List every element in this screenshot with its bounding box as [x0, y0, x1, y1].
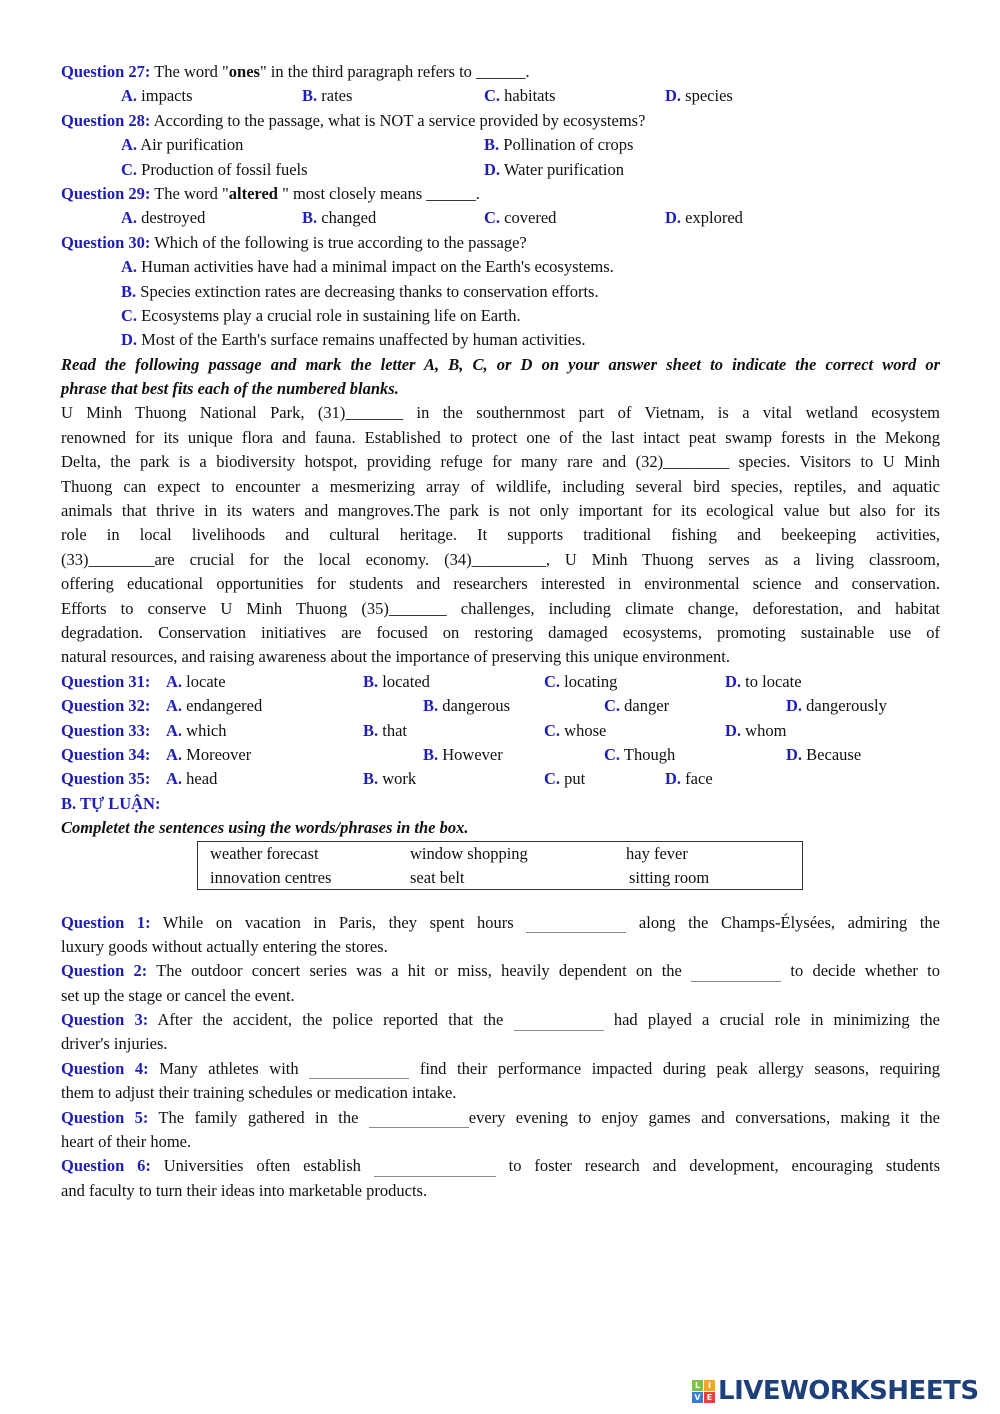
question-31: Question 31: A. locate B. located C. locating D. to locate — [61, 671, 802, 691]
option-d: D. Most of the Earth's surface remains unaffected by human activities. — [121, 330, 586, 350]
passage-line: degradation. Conservation initiatives are focused on restoring damaged ecosystems, promoting sustainable use of — [61, 622, 940, 642]
word-box-wrapper — [61, 841, 940, 911]
option-c: C. Production of fossil fuels — [121, 159, 308, 179]
question-29-stem: Question 29: The word "altered " most closely means ______. — [61, 183, 480, 203]
option-d: D. Water purification — [484, 159, 624, 179]
question-label: Question 28: — [61, 110, 151, 130]
option-a: A. destroyed — [121, 208, 206, 228]
question-label: Question 29: — [61, 183, 151, 203]
word-box-item: innovation centres — [210, 867, 332, 887]
question-27-options — [61, 84, 940, 108]
fill-question-6: Question 6: Universities often establish to foster research and development, encouraging students and faculty to turn their ideas into marketable products. — [61, 1156, 940, 1200]
option-c: C. covered — [484, 208, 557, 228]
passage-line: U Minh Thuong National Park, (31)_______ in the southernmost part of Vietnam, is a vital wetland ecosystem — [61, 403, 940, 423]
fill-question-3: Question 3: After the accident, the police reported that the had played a crucial role in minimizing the driver's injuries. — [61, 1010, 940, 1054]
option-a: A. Air purification — [121, 135, 244, 155]
cloze-instruction-line2: phrase that best fits each of the numbered blanks. — [61, 379, 399, 399]
question-33: Question 33: A. which B. that C. whose D. whom — [61, 720, 787, 740]
passage-line: natural resources, and raising awareness about the importance of preserving this unique environment. — [61, 647, 730, 667]
word-box-item: weather forecast — [210, 843, 319, 863]
passage-line: renowned for its unique flora and fauna. Established to protect one of the last intact peat swamp forests in the Mekong — [61, 427, 940, 447]
passage-line: role in local livelihoods and cultural heritage. It supports traditional fishing and beekeeping activities, — [61, 525, 940, 545]
option-a: A. Human activities have had a minimal impact on the Earth's ecosystems. — [121, 257, 614, 277]
question-35: Question 35: A. head B. work C. put D. face — [61, 769, 713, 789]
section-heading: B. TỰ LUẬN: — [61, 793, 161, 813]
passage-line: (33)________are crucial for the local economy. (34)_________, U Minh Thuong serves as a living classroom, — [61, 549, 940, 569]
question-27-stem: Question 27: The word "ones" in the third paragraph refers to ______. — [61, 62, 530, 81]
question-label: Question 30: — [61, 232, 151, 252]
passage-line: Efforts to conserve U Minh Thuong (35)_______ challenges, including climate change, deforestation, and habitat — [61, 598, 940, 618]
fill-question-2: Question 2: The outdoor concert series was a hit or miss, heavily dependent on the to decide whether to set up the stage or cancel the event. — [61, 961, 940, 1005]
question-30-stem: Question 30: Which of the following is true according to the passage? — [61, 232, 527, 252]
answer-input-4[interactable] — [309, 1060, 409, 1079]
word-box-item: hay fever — [626, 843, 688, 863]
word-box-item: window shopping — [410, 843, 528, 863]
passage-line: animals that thrive in its waters and mangroves.The park is not only important for its ecological value but also for its — [61, 501, 940, 521]
part-b-instruction: Completet the sentences using the words/phrases in the box. — [61, 818, 469, 838]
cloze-instruction-line1: Read the following passage and mark the letter A, B, C, or D on your answer sheet to indicate the correct word or — [61, 354, 940, 374]
question-34: Question 34: A. Moreover B. However C. Though D. Because — [61, 744, 862, 764]
answer-input-1[interactable] — [526, 914, 626, 933]
worksheet-page — [61, 60, 940, 1203]
question-29-options — [61, 206, 940, 230]
option-d: D. species — [665, 86, 733, 106]
option-c: C. Ecosystems play a crucial role in sustaining life on Earth. — [121, 305, 521, 325]
answer-input-5[interactable] — [369, 1109, 469, 1128]
option-d: D. explored — [665, 208, 743, 228]
answer-input-3[interactable] — [514, 1012, 604, 1031]
question-28-stem: Question 28: According to the passage, what is NOT a service provided by ecosystems? — [61, 110, 646, 130]
fill-question-1: Question 1: While on vacation in Paris, they spent hours along the Champs-Élysées, admiring the luxury goods without actually entering the stores. — [61, 912, 940, 956]
word-box — [197, 841, 803, 890]
fill-question-5: Question 5: The family gathered in the every evening to enjoy games and conversations, making it the heart of their home. — [61, 1107, 940, 1152]
option-b: B. Species extinction rates are decreasing thanks to conservation efforts. — [121, 281, 599, 301]
liveworksheets-logo — [692, 1377, 979, 1405]
passage-line: Delta, the park is a biodiversity hotspot, providing refuge for many rare and (32)________ species. Visitors to U Minh — [61, 452, 940, 472]
question-28-options-row1 — [61, 133, 940, 157]
passage-line: Thuong can expect to encounter a mesmerizing array of wildlife, including several bird species, reptiles, and aquatic — [61, 476, 940, 496]
option-b: B. Pollination of crops — [484, 135, 634, 155]
question-label: Question 27: — [61, 62, 151, 81]
logo-text: LIVEWORKSHEETS — [718, 1376, 979, 1406]
answer-input-6[interactable] — [374, 1158, 496, 1177]
option-b: B. changed — [302, 208, 377, 228]
passage-line: offering educational opportunities for students and researchers interested in environmental science and conservation. — [61, 574, 940, 594]
option-c: C. habitats — [484, 86, 556, 106]
option-b: B. rates — [302, 86, 353, 106]
reading-passage — [61, 401, 940, 669]
option-a: A. impacts — [121, 86, 193, 106]
fill-question-4: Question 4: Many athletes with find their performance impacted during peak allergy seasons, requiring them to adjust their training schedules or medication intake. — [61, 1058, 941, 1103]
question-32: Question 32: A. endangered B. dangerous C. danger D. dangerously — [61, 696, 887, 716]
question-28-options-row2 — [61, 158, 940, 182]
answer-input-2[interactable] — [691, 963, 781, 982]
word-box-item: sitting room — [629, 867, 710, 887]
word-box-item: seat belt — [410, 867, 465, 887]
logo-grid-icon: L I V E — [692, 1380, 715, 1403]
